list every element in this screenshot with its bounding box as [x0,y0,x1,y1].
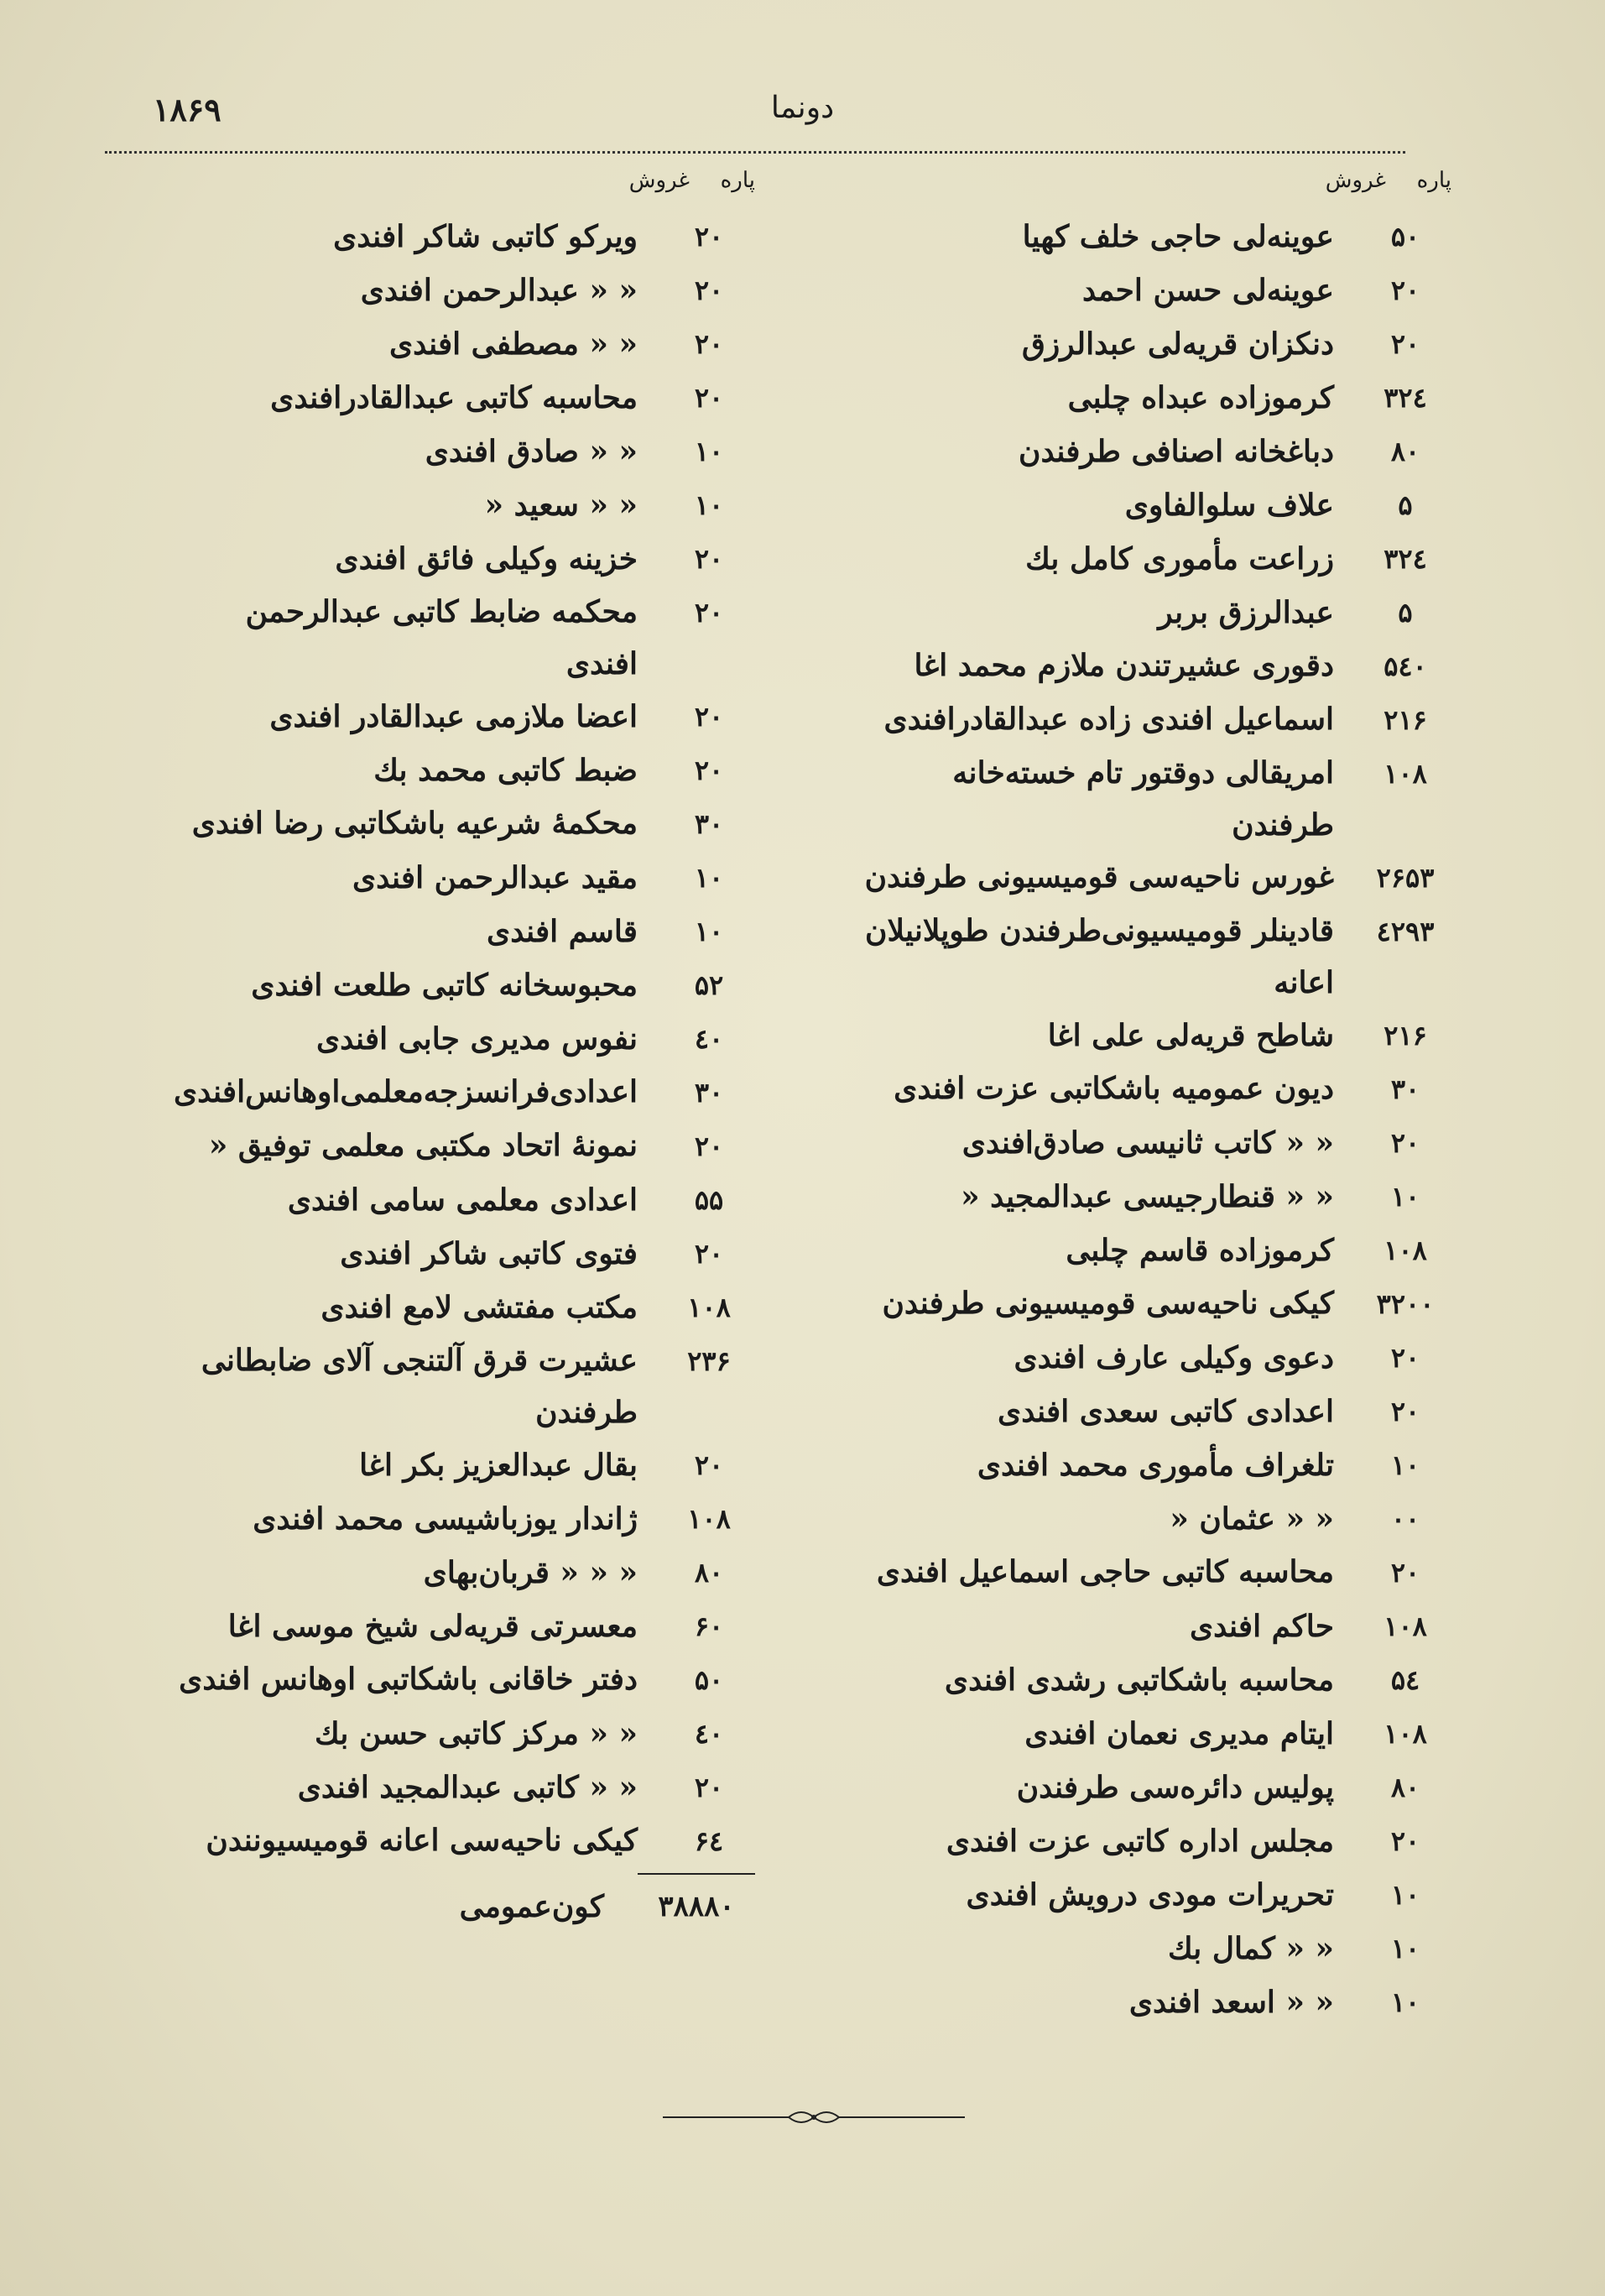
ledger-amount: ۱۰ [1390,1933,1420,1965]
ledger-amount: ۱۰ [694,489,724,521]
ledger-donor: دیون عمومیه باشکاتبی عزت افندی [894,1071,1334,1106]
ledger-row [847,1009,1451,1062]
ledger-donor: ژاندار یوزباشیسی محمد افندی [253,1501,638,1537]
ledger-amount: ۵ [1398,597,1413,629]
ledger-amount: ٤۰ [694,1718,724,1750]
ledger-donor: بقال عبدالعزیز بکر اغا [359,1448,638,1483]
ledger-amount: ۱۰۸ [1384,1718,1427,1750]
header-rule [105,151,1405,154]
ledger-donor: دعوی وکیلی عارف افندی [1014,1340,1334,1375]
ledger-amount: ۱۰۸ [1384,1234,1427,1266]
ledger-row [847,1546,1451,1599]
ledger-row [847,425,1451,478]
ledger-donor: « « صادق افندی [425,434,638,469]
ledger-row [168,744,755,797]
ledger-donor: کیکی ناحیه‌سی قومیسیونی طرفندن [882,1286,1334,1321]
ledger-row [847,851,1451,905]
para-header: پاره [720,168,755,193]
ledger-amount: ۲۰ [1390,1396,1420,1427]
ledger-donor: « « کمال بك [1167,1931,1334,1966]
ledger-donor: قاسم افندی [487,914,638,949]
ledger-amount: ۲۰ [1390,274,1420,306]
ledger-amount: ۲۰ [1390,1342,1420,1374]
ledger-row [168,1814,755,1868]
ledger-donor: محاسبه باشکاتبی رشدی افندی [944,1662,1334,1698]
ledger-row [168,1066,755,1119]
ledger-row [847,1922,1451,1975]
ledger-amount: ۱۰ [1390,1449,1420,1481]
ledger-row [847,1385,1451,1438]
column-header [847,168,1451,210]
ledger-row [847,371,1451,425]
ledger-amount: ۲۰ [694,328,724,360]
ledger-donor: خزینه وکیلی فائق افندی [335,541,638,577]
page-number: ۱۸۶۹ [153,91,221,128]
ledger-donor: نمونهٔ اتحاد مکتبی معلمی توفیق « [208,1128,638,1163]
ledger-amount: ۵٤ [1390,1664,1420,1696]
ledger-row [168,1492,755,1546]
total-rule [168,1868,755,1880]
ledger-row [847,747,1451,851]
ledger-row [168,1761,755,1814]
ledger-row [168,1546,755,1599]
ledger-donor: شاطح قریه‌لی علی اغا [1047,1018,1334,1053]
ledger-row [847,210,1451,264]
ledger-donor: عوینه‌لی حسن احمد [1081,273,1334,308]
ledger-donor: مقید عبدالرحمن افندی [352,860,638,895]
ledger-donor: کرموزاده قاسم چلبی [1066,1233,1334,1268]
ledger-row [847,1116,1451,1170]
ledger-donor: « « عثمان « [1170,1501,1334,1537]
ledger-row [847,264,1451,317]
ledger-donor: امریقالی دوقتور تام خسته‌خانه طرفندن [952,755,1334,843]
ledger-row [168,478,755,532]
ledger-amount: ۵۰ [694,1664,724,1696]
ledger-donor: « « مصطفی افندی [389,326,638,362]
ledger-amount: ۲۰ [694,221,724,253]
ledger-row [168,797,755,851]
ledger-donor: اعدادی معلمی سامی افندی [287,1182,638,1218]
ledger-row [168,371,755,425]
ledger-row [168,1119,755,1173]
ledger-donor: « « مرکز کاتبی حسن بك [315,1716,638,1751]
ledger-amount: ۱۰ [694,862,724,894]
page-header [101,91,1504,149]
ledger-row [847,1438,1451,1492]
ledger-donor: اعضا ملازمی عبدالقادر افندی [269,699,638,734]
ledger-row [168,264,755,317]
ledger-donor: علاف سلوالفاوی [1124,488,1334,523]
ledger-row [168,1334,755,1438]
ledger-donor: کیکی ناحیه‌سی اعانه قومیسیونندن [206,1823,638,1858]
ledger-amount: ۲۰ [1390,328,1420,360]
ledger-amount: ۲۶۵۳ [1376,862,1435,894]
ledger-row [847,478,1451,532]
ledger-donor: محاسبه کاتبی عبدالقادرافندی [270,380,638,415]
ledger-donor: قادینلر قومیسیونی‌طرفندن طوپلانیلان اعانه [865,913,1334,1000]
ledger-row [168,690,755,744]
ledger-amount: ۱۰ [1390,1986,1420,2018]
ledger-row [847,1331,1451,1385]
ledger-amount: ۰۰ [1390,1503,1420,1535]
ledger-amount: ۲۰ [694,597,724,629]
ledger-row [847,532,1451,586]
ledger-row [168,1599,755,1653]
ledger-amount: ۱۰۸ [1384,758,1427,790]
ledger-row [847,1707,1451,1761]
ledger-row [168,317,755,371]
ledger-row [168,210,755,264]
ledger-row [847,1170,1451,1224]
ledger-donor: اسماعیل افندی زاده عبدالقادرافندی [883,702,1334,737]
ledger-donor: پولیس دائره‌سی طرفندن [1016,1770,1334,1805]
ledger-amount: ۳۰ [694,1077,724,1109]
ghurush-header: غروش [1325,168,1386,193]
ledger-row [847,1653,1451,1707]
ledger-donor: عوینه‌لی حاجی خلف کهیا [1022,219,1334,254]
ledger-donor: « « « قربان‌بهای [423,1555,638,1590]
ledger-amount: ۲۰ [694,1449,724,1481]
ledger-row [847,1868,1451,1922]
ledger-row [168,1227,755,1281]
ledger-donor: تلغراف مأموری محمد افندی [977,1448,1334,1483]
ledger-amount: ۲۰ [1390,1127,1420,1159]
ledger-amount: ۸۰ [1390,1772,1420,1803]
ledger-donor: ویرکو کاتبی شاکر افندی [333,219,638,254]
ledger-donor: ضبط کاتبی محمد بك [373,753,638,788]
total-amount: ۳۸۸۸۰ [658,1890,735,1923]
ledger-row [168,851,755,905]
ornament-divider [663,2105,965,2130]
ledger-amount: ۵۰ [1390,221,1420,253]
ledger-amount: ۲۰ [694,1130,724,1162]
ledger-row [168,1653,755,1707]
ledger-amount: ۵ [1398,489,1413,521]
ledger-donor: محکمهٔ شرعیه باشکاتبی رضا افندی [191,806,638,841]
ledger-row [847,1814,1451,1868]
ledger-row [847,693,1451,747]
ledger-donor: محبوسخانه کاتبی طلعت افندی [251,968,638,1003]
ledger-row [847,1975,1451,2029]
ledger-amount: ۳۰ [1390,1073,1420,1105]
ledger-donor: اعدادی کاتبی سعدی افندی [998,1394,1334,1429]
total-label: کون‌عمومی [459,1889,604,1924]
ledger-row [168,586,755,690]
ledger-donor: عشیرت قرق آلتنجی آلای ضابطانی طرفندن [201,1343,638,1430]
ledger-row [847,1224,1451,1277]
ledger-amount: ۸۰ [1390,436,1420,467]
ledger-donor: « « کاتبی عبدالمجید افندی [297,1770,638,1805]
ledger-row [168,425,755,478]
column-header [168,168,755,210]
ledger-donor: مجلس اداره کاتبی عزت افندی [946,1824,1334,1859]
ledger-row [847,317,1451,371]
ghurush-header: غروش [628,168,690,193]
ledger-row [847,1492,1451,1546]
ledger-amount: ۲۰ [694,274,724,306]
ledger-amount: ۵۵ [694,1184,724,1216]
ledger-row [168,1707,755,1761]
ledger-amount: ۶٤ [694,1825,724,1857]
ledger-donor: « « قنطارجیسی عبدالمجید « [961,1179,1334,1214]
ledger-donor: غورس ناحیه‌سی قومیسیونی طرفندن [864,859,1334,895]
ledger-amount: ۱۰۸ [1384,1610,1427,1642]
ledger-row [168,905,755,958]
ledger-donor: مکتب مفتشی لامع افندی [320,1290,638,1325]
ledger-donor: کرموزاده عبداه چلبی [1067,380,1334,415]
right-rows [847,210,1451,2029]
ledger-amount: ۲۰ [694,701,724,733]
ledger-amount: ۱۰ [694,916,724,947]
ledger-amount: ۱۰۸ [687,1292,731,1323]
ledger-donor: عبدالرزق بربر [1158,595,1334,630]
ledger-donor: اعدادی‌فرانسزجه‌معلمی‌اوهانس‌افندی [173,1074,638,1109]
ledger-amount: ۲۰ [1390,1825,1420,1857]
ledger-amount: ۲۰ [694,543,724,575]
ledger-amount: ۲۱۶ [1384,1020,1427,1051]
left-rows [168,210,755,1868]
ledger-row [168,1438,755,1492]
ledger-donor: « « کاتب ثانیسی صادق‌افندی [961,1125,1334,1161]
ledger-row [847,1599,1451,1653]
ledger-donor: ایتام مدیری نعمان افندی [1024,1716,1334,1751]
ledger-row [168,958,755,1012]
ledger-donor: نفوس مدیری جابی افندی [315,1021,638,1057]
ledger-donor: محاسبه کاتبی حاجی اسماعیل افندی [876,1554,1334,1589]
ledger-amount: ۶۰ [694,1610,724,1642]
ledger-amount: ٤۰ [694,1023,724,1055]
ledger-donor: « « سعید « [484,488,638,523]
ledger-donor: دباغخانه اصنافی طرفندن [1019,434,1334,469]
total-row [168,1880,755,1933]
ledger-amount: ۳۰ [694,808,724,840]
left-column [168,168,755,1933]
ledger-amount: ۵٤۰ [1384,650,1427,682]
ledger-row [847,1062,1451,1116]
right-column [847,168,1451,2029]
ledger-amount: ۲۳۶ [687,1345,731,1377]
ledger-donor: دنکزان قریه‌لی عبدالرزق [1021,326,1334,362]
ledger-amount: ۲۰ [1390,1557,1420,1589]
ledger-row [847,1761,1451,1814]
ledger-donor: محکمه ضابط کاتبی عبدالرحمن افندی [245,594,638,681]
ledger-row [847,586,1451,639]
ledger-donor: حاکم افندی [1189,1609,1334,1644]
ledger-amount: ۱۰ [1390,1181,1420,1213]
ledger-amount: ۱۰۸ [687,1503,731,1535]
ledger-donor: زراعت مأموری کامل بك [1025,541,1334,577]
ledger-row [168,532,755,586]
ledger-amount: ۲۰ [694,1238,724,1270]
ledger-row [168,1012,755,1066]
ledger-row [847,905,1451,1009]
ledger-row [847,639,1451,693]
ledger-amount: ۵۲ [694,969,724,1001]
ledger-donor: دقوری عشیرتندن ملازم محمد اغا [914,648,1334,683]
ledger-amount: ۳۲۰۰ [1376,1288,1435,1320]
ledger-row [168,1281,755,1334]
ledger-row [168,1173,755,1227]
ledger-donor: فتوی کاتبی شاکر افندی [340,1236,638,1271]
ledger-amount: ۳۲٤ [1384,543,1427,575]
running-title: دونما [770,91,835,125]
ledger-donor: دفتر خاقانی باشکاتبی اوهانس افندی [179,1662,638,1697]
ledger-amount: ۲۰ [694,754,724,786]
ledger-amount: ۲۰ [694,1772,724,1803]
ledger-row [847,1277,1451,1331]
ledger-donor: تحریرات مودی درویش افندی [966,1877,1334,1912]
ledger-amount: ۳۲٤ [1384,382,1427,414]
ledger-amount: ۱۰ [1390,1879,1420,1911]
ledger-amount: ۲۱۶ [1384,704,1427,736]
ledger-donor: « « عبدالرحمن افندی [360,273,638,308]
para-header: پاره [1416,168,1451,193]
ledger-donor: معسرتی قریه‌لی شیخ موسی اغا [227,1609,638,1644]
ledger-amount: ۸۰ [694,1557,724,1589]
ledger-donor: « « اسعد افندی [1128,1985,1334,2020]
ledger-amount: ٤۲۹۳ [1376,916,1435,947]
ledger-amount: ۱۰ [694,436,724,467]
ledger-amount: ۲۰ [694,382,724,414]
